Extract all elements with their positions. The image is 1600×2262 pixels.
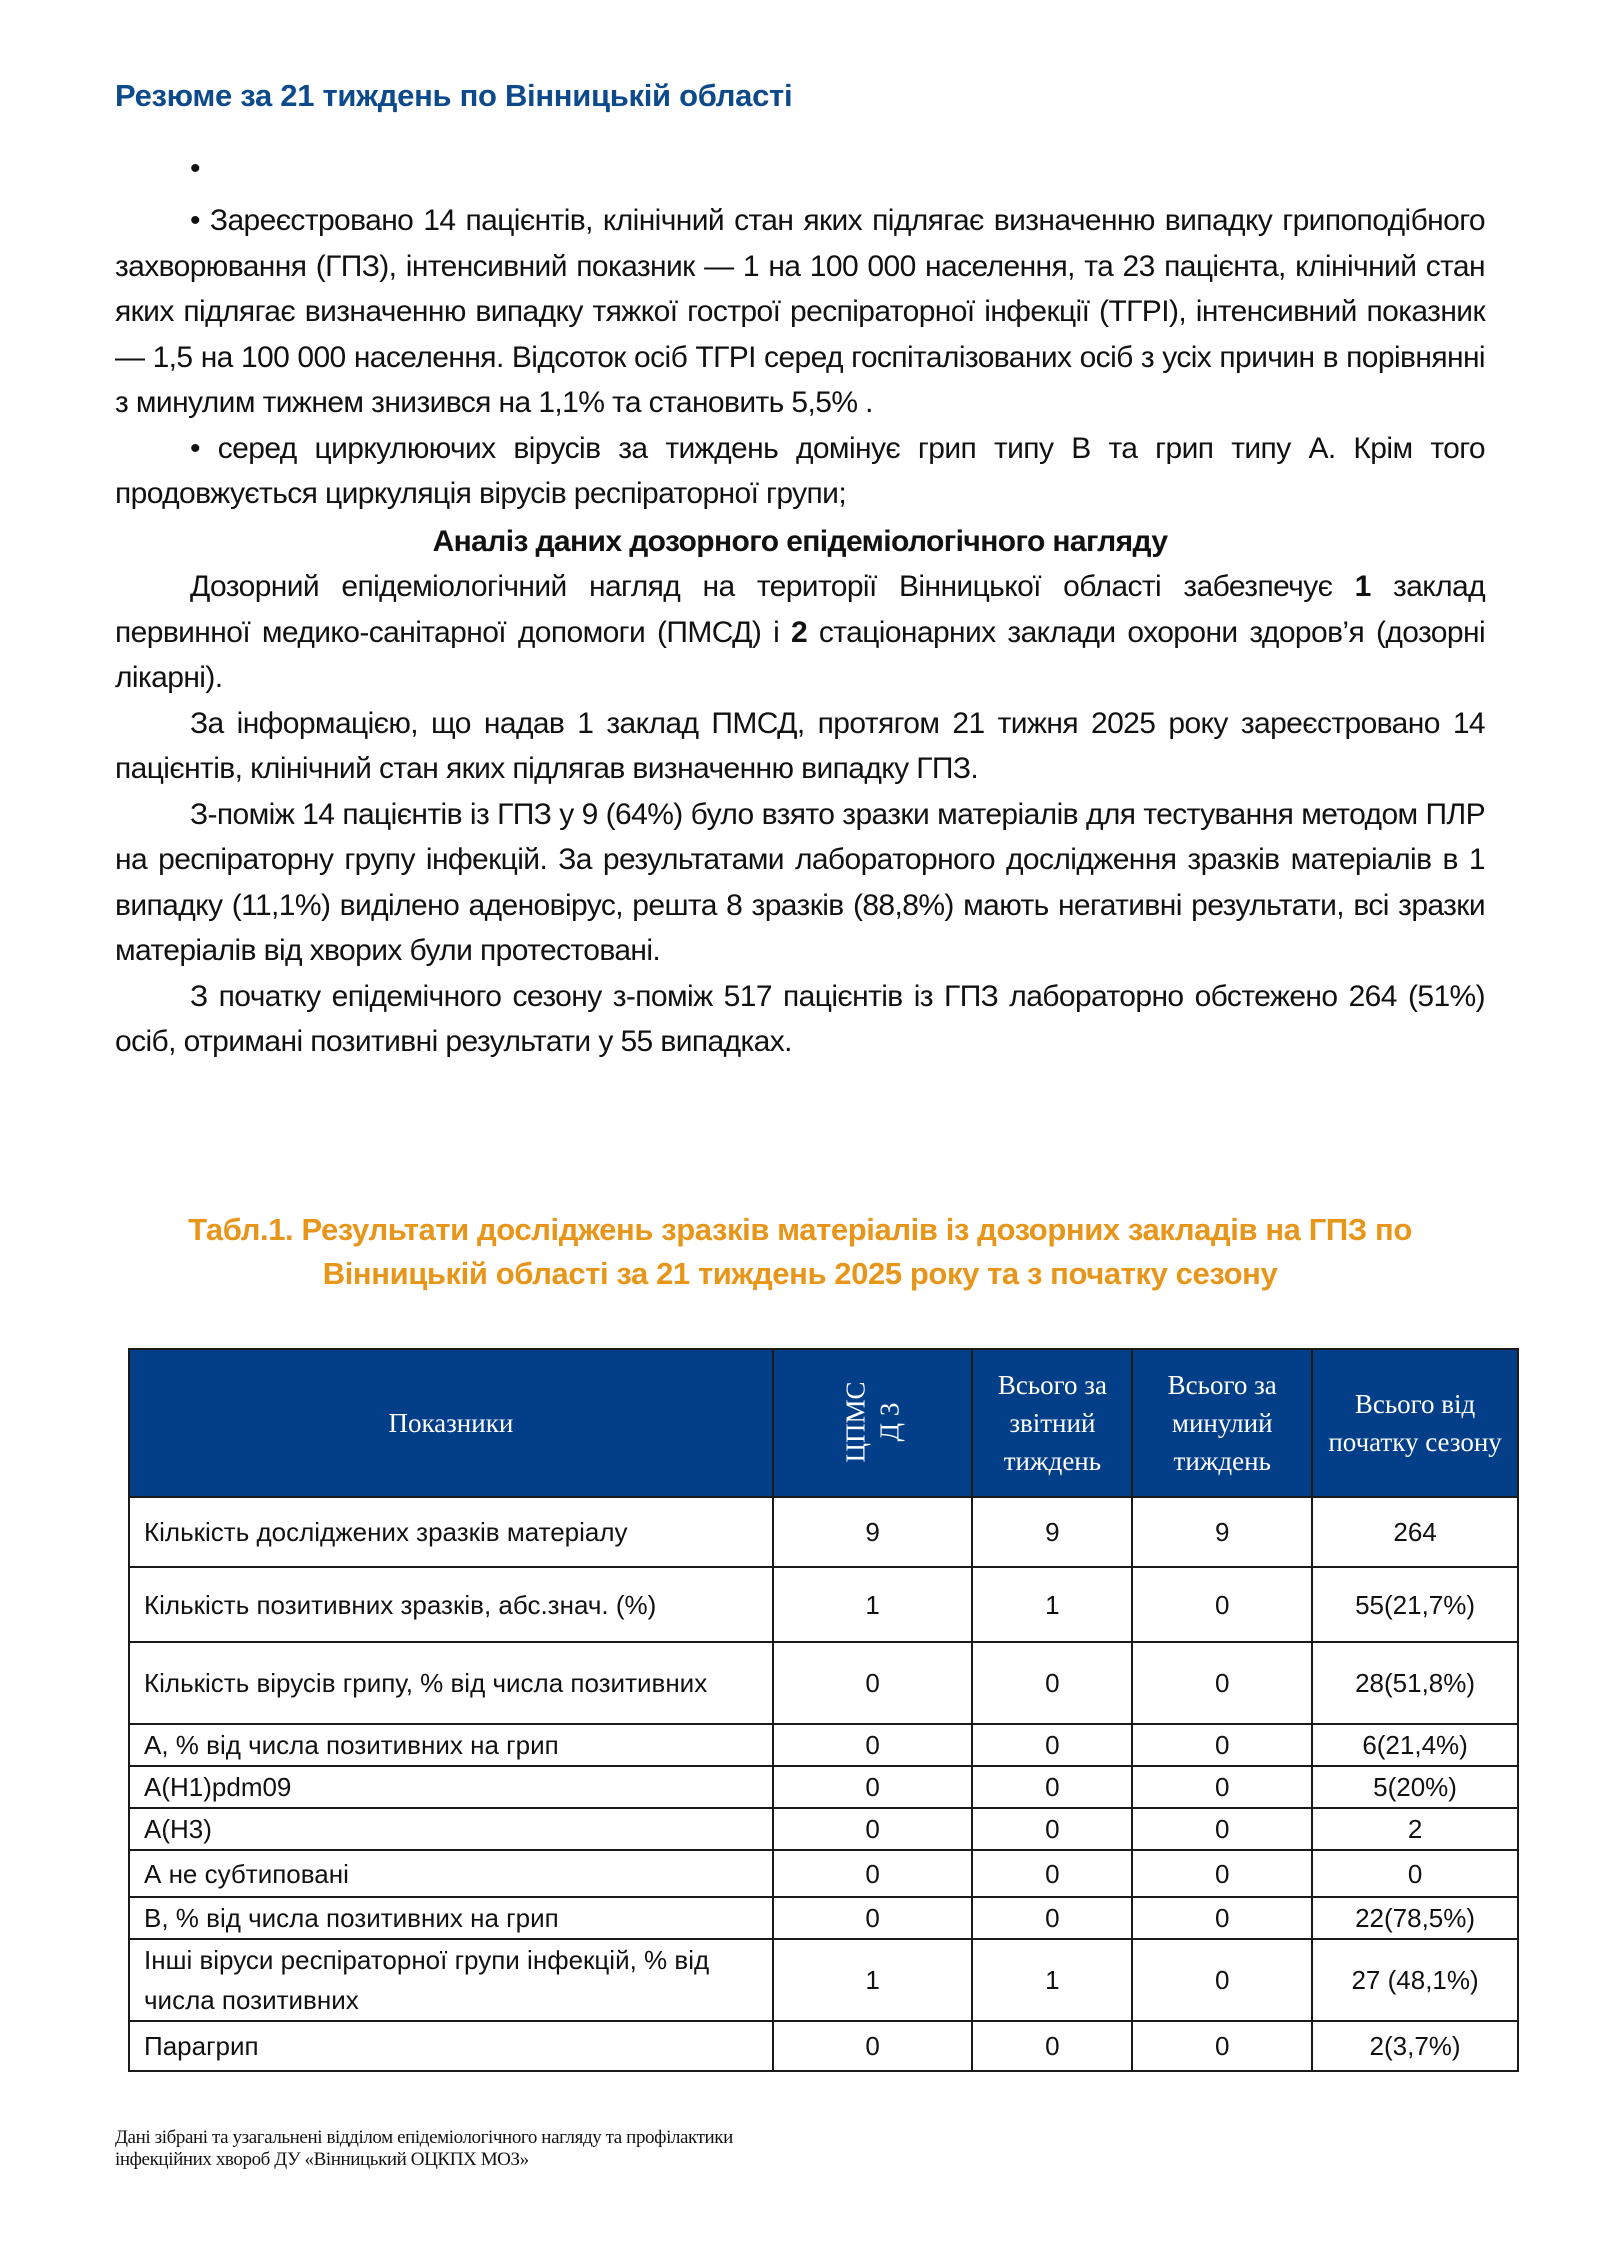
cell-cpmsd: 9 bbox=[773, 1497, 973, 1567]
table-caption: Табл.1. Результати досліджень зразків матеріалів із дозорних закладів на ГПЗ по Вінницькій області за 21 тиждень 2025 року та з початку сезону bbox=[188, 1212, 1412, 1291]
header-cpmsd-rotated bbox=[839, 1381, 907, 1462]
row-label: A(H3) bbox=[129, 1808, 773, 1850]
cell-cpmsd: 0 bbox=[773, 1808, 973, 1850]
cell-season: 5(20%) bbox=[1312, 1766, 1518, 1808]
cell-season: 0 bbox=[1312, 1850, 1518, 1897]
table-row bbox=[129, 1642, 1518, 1724]
sentinel-text-2: заклад первинної медико-санітарної допомоги (ПМСД) і bbox=[115, 570, 1486, 649]
cell-prev-week: 9 bbox=[1132, 1497, 1312, 1567]
cell-week: 1 bbox=[972, 1939, 1132, 2021]
cell-prev-week: 0 bbox=[1132, 1567, 1312, 1642]
summary-bullet-1: • Зареєстровано 14 пацієнтів, клінічний стан яких підлягає визначенню випадку грипоподібного захворювання (ГПЗ), інтенсивний показник — 1 на 100 000 населення, та 23 пацієнта, клінічний стан яких підлягає визначенню випадку тяжкої гострої респіраторної інфекції (ТГРІ), інтенсивний показник — 1,5 на 100 000 населення. Відсоток осіб ТГРІ серед госпіталізованих осіб з усіх причин в порівнянні з минулим тижнем знизився на 1,1% та становить 5,5% . bbox=[115, 204, 1485, 419]
testing-paragraph: З-поміж 14 пацієнтів із ГПЗ у 9 (64%) було взято зразки матеріалів для тестування методом ПЛР на респіраторну групу інфекцій. За результатами лабораторного дослідження зразків матеріалів в 1 випадку (11,1%) виділено аденовірус, решта 8 зразків (88,8%) мають негативні результати, всі зразки матеріалів від хворих були протестовані. bbox=[115, 797, 1485, 967]
cell-prev-week: 0 bbox=[1132, 1897, 1312, 1939]
table-row bbox=[129, 1567, 1518, 1642]
row-label: Кількість вірусів грипу, % від числа позитивних bbox=[129, 1642, 773, 1724]
season-paragraph: З початку епідемічного сезону з-поміж 517 пацієнтів із ГПЗ лабораторно обстежено 264 (51%) осіб, отримані позитивні результати у 55 випадках. bbox=[115, 979, 1485, 1058]
cell-cpmsd: 1 bbox=[773, 1567, 973, 1642]
row-label: А не субтиповані bbox=[129, 1850, 773, 1897]
results-table bbox=[128, 1348, 1519, 2072]
cell-week: 0 bbox=[972, 1808, 1132, 1850]
header-cpmsd-line1: ЦПМС bbox=[840, 1381, 871, 1463]
cell-cpmsd: 0 bbox=[773, 1850, 973, 1897]
cell-prev-week: 0 bbox=[1132, 1808, 1312, 1850]
cell-week: 0 bbox=[972, 1766, 1132, 1808]
cell-week: 0 bbox=[972, 1642, 1132, 1724]
cell-season: 22(78,5%) bbox=[1312, 1897, 1518, 1939]
header-season-total: Всього від початку сезону bbox=[1312, 1349, 1518, 1497]
header-cpmsd-line2: Д 3 bbox=[874, 1402, 905, 1442]
cell-week: 9 bbox=[972, 1497, 1132, 1567]
cell-week: 0 bbox=[972, 1897, 1132, 1939]
footer-note bbox=[115, 2127, 733, 2171]
sentinel-count-hospitals: 2 bbox=[790, 615, 808, 649]
cell-week: 1 bbox=[972, 1567, 1132, 1642]
row-label: Інші віруси респіраторної групи інфекцій, % від числа позитивних bbox=[129, 1939, 773, 2021]
sentinel-text-1: Дозорний епідеміологічний нагляд на території Вінницької області забезпечує bbox=[190, 570, 1355, 603]
cell-season: 55(21,7%) bbox=[1312, 1567, 1518, 1642]
cell-season: 2(3,7%) bbox=[1312, 2021, 1518, 2071]
cell-prev-week: 0 bbox=[1132, 1766, 1312, 1808]
table-row bbox=[129, 1897, 1518, 1939]
cell-prev-week: 0 bbox=[1132, 1724, 1312, 1766]
header-cpmsd bbox=[773, 1349, 973, 1497]
cell-cpmsd: 1 bbox=[773, 1939, 973, 2021]
cell-cpmsd: 0 bbox=[773, 1897, 973, 1939]
row-label: Кількість позитивних зразків, абс.знач. (%) bbox=[129, 1567, 773, 1642]
cell-cpmsd: 0 bbox=[773, 1724, 973, 1766]
row-label: Кількість досліджених зразків матеріалу bbox=[129, 1497, 773, 1567]
row-label: В, % від числа позитивних на грип bbox=[129, 1897, 773, 1939]
footer-line-2: інфекційних хвороб ДУ «Вінницький ОЦКПХ МОЗ» bbox=[115, 2149, 529, 2170]
empty-bullet: • bbox=[190, 152, 201, 185]
header-reporting-week: Всього за звітний тиждень bbox=[972, 1349, 1132, 1497]
table-row bbox=[129, 1724, 1518, 1766]
cell-cpmsd: 0 bbox=[773, 1766, 973, 1808]
sentinel-count-pmsd: 1 bbox=[1354, 570, 1371, 603]
analysis-heading: Аналіз даних дозорного епідеміологічного нагляду bbox=[432, 524, 1168, 558]
cell-cpmsd: 0 bbox=[773, 1642, 973, 1724]
info-paragraph: За інформацією, що надав 1 заклад ПМСД, протягом 21 тижня 2025 року зареєстровано 14 пацієнтів, клінічний стан яких підлягав визначенню випадку ГПЗ. bbox=[115, 706, 1485, 785]
table-row bbox=[129, 1850, 1518, 1897]
header-indicators: Показники bbox=[129, 1349, 773, 1497]
cell-season: 28(51,8%) bbox=[1312, 1642, 1518, 1724]
summary-bullet-2: • серед циркулюючих вірусів за тиждень домінує грип типу В та грип типу А. Крім того продовжується циркуляція вірусів респіраторної групи; bbox=[115, 431, 1485, 510]
table-header-row bbox=[129, 1349, 1518, 1497]
row-label: А, % від числа позитивних на грип bbox=[129, 1724, 773, 1766]
footer-line-1: Дані зібрані та узагальнені відділом епідеміологічного нагляду та профілактики bbox=[115, 2127, 733, 2148]
cell-prev-week: 0 bbox=[1132, 1939, 1312, 2021]
cell-season: 2 bbox=[1312, 1808, 1518, 1850]
table-row bbox=[129, 1766, 1518, 1808]
page-title: Резюме за 21 тиждень по Вінницькій області bbox=[115, 78, 793, 113]
cell-prev-week: 0 bbox=[1132, 1642, 1312, 1724]
summary-section bbox=[115, 198, 1485, 1065]
row-label: A(H1)pdm09 bbox=[129, 1766, 773, 1808]
sentinel-paragraph bbox=[115, 564, 1485, 701]
table-row bbox=[129, 1939, 1518, 2021]
table-row bbox=[129, 1808, 1518, 1850]
cell-prev-week: 0 bbox=[1132, 1850, 1312, 1897]
cell-season: 6(21,4%) bbox=[1312, 1724, 1518, 1766]
sentinel-text-3: стаціонарних заклади охорони здоров’я (дозорні лікарні). bbox=[115, 615, 1486, 694]
cell-week: 0 bbox=[972, 2021, 1132, 2071]
cell-season: 27 (48,1%) bbox=[1312, 1939, 1518, 2021]
cell-week: 0 bbox=[972, 1724, 1132, 1766]
cell-week: 0 bbox=[972, 1850, 1132, 1897]
header-previous-week: Всього за минулий тиждень bbox=[1132, 1349, 1312, 1497]
cell-season: 264 bbox=[1312, 1497, 1518, 1567]
table-row bbox=[129, 1497, 1518, 1567]
cell-prev-week: 0 bbox=[1132, 2021, 1312, 2071]
row-label: Парагрип bbox=[129, 2021, 773, 2071]
table-row bbox=[129, 2021, 1518, 2071]
cell-cpmsd: 0 bbox=[773, 2021, 973, 2071]
